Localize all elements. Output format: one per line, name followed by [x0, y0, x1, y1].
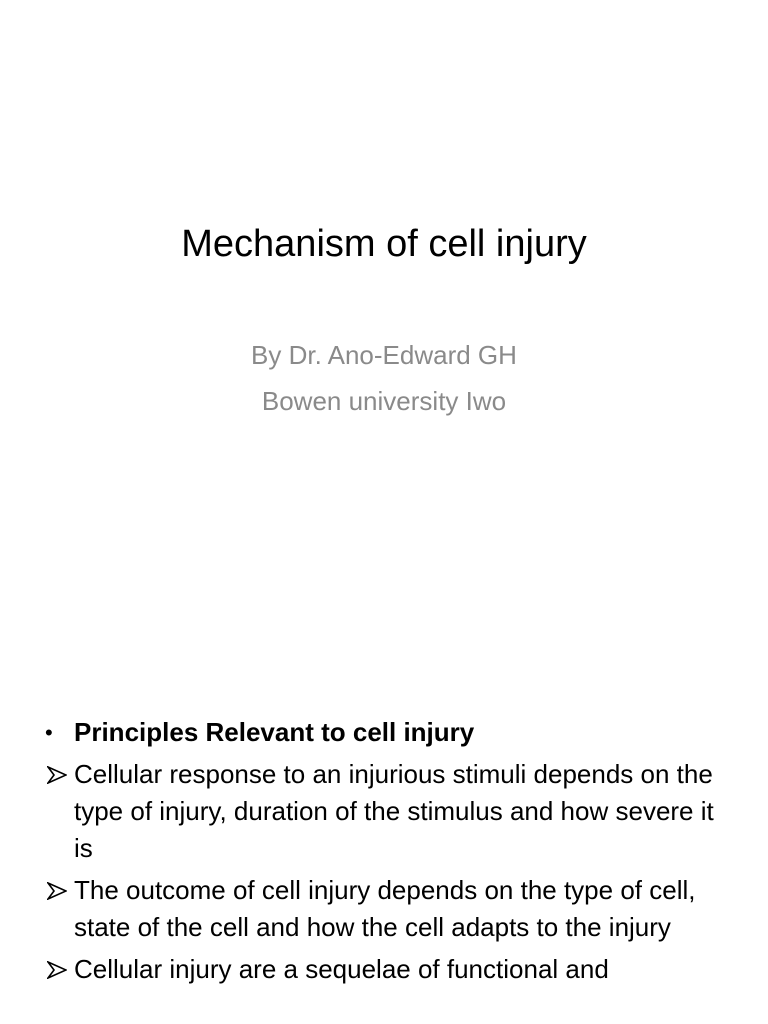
arrow-bullet-icon — [47, 882, 67, 900]
bullet-item — [0, 756, 768, 867]
bullet-item-text: Cellular injury are a sequelae of functional and — [74, 954, 609, 984]
bullet-list — [0, 714, 768, 993]
institution-line: Bowen university Iwo — [261, 386, 507, 416]
slide-subtitle — [0, 332, 768, 424]
bullet-item-text: Cellular response to an injurious stimuli depends on the type of injury, duration of the stimulus and how severe it is — [74, 759, 714, 863]
bullet-dot-icon: • — [45, 720, 53, 745]
bullet-item — [0, 951, 768, 988]
bullet-heading — [0, 714, 768, 751]
bullet-item — [0, 872, 768, 946]
slide-title: Mechanism of cell injury — [181, 223, 587, 265]
author-line: By Dr. Ano-Edward GH — [251, 340, 517, 370]
arrow-bullet-icon — [47, 766, 67, 784]
bullet-heading-text: Principles Relevant to cell injury — [74, 717, 475, 747]
arrow-bullet-icon — [47, 961, 67, 979]
bullet-item-text: The outcome of cell injury depends on the type of cell, state of the cell and how the cell adapts to the injury — [74, 875, 696, 942]
